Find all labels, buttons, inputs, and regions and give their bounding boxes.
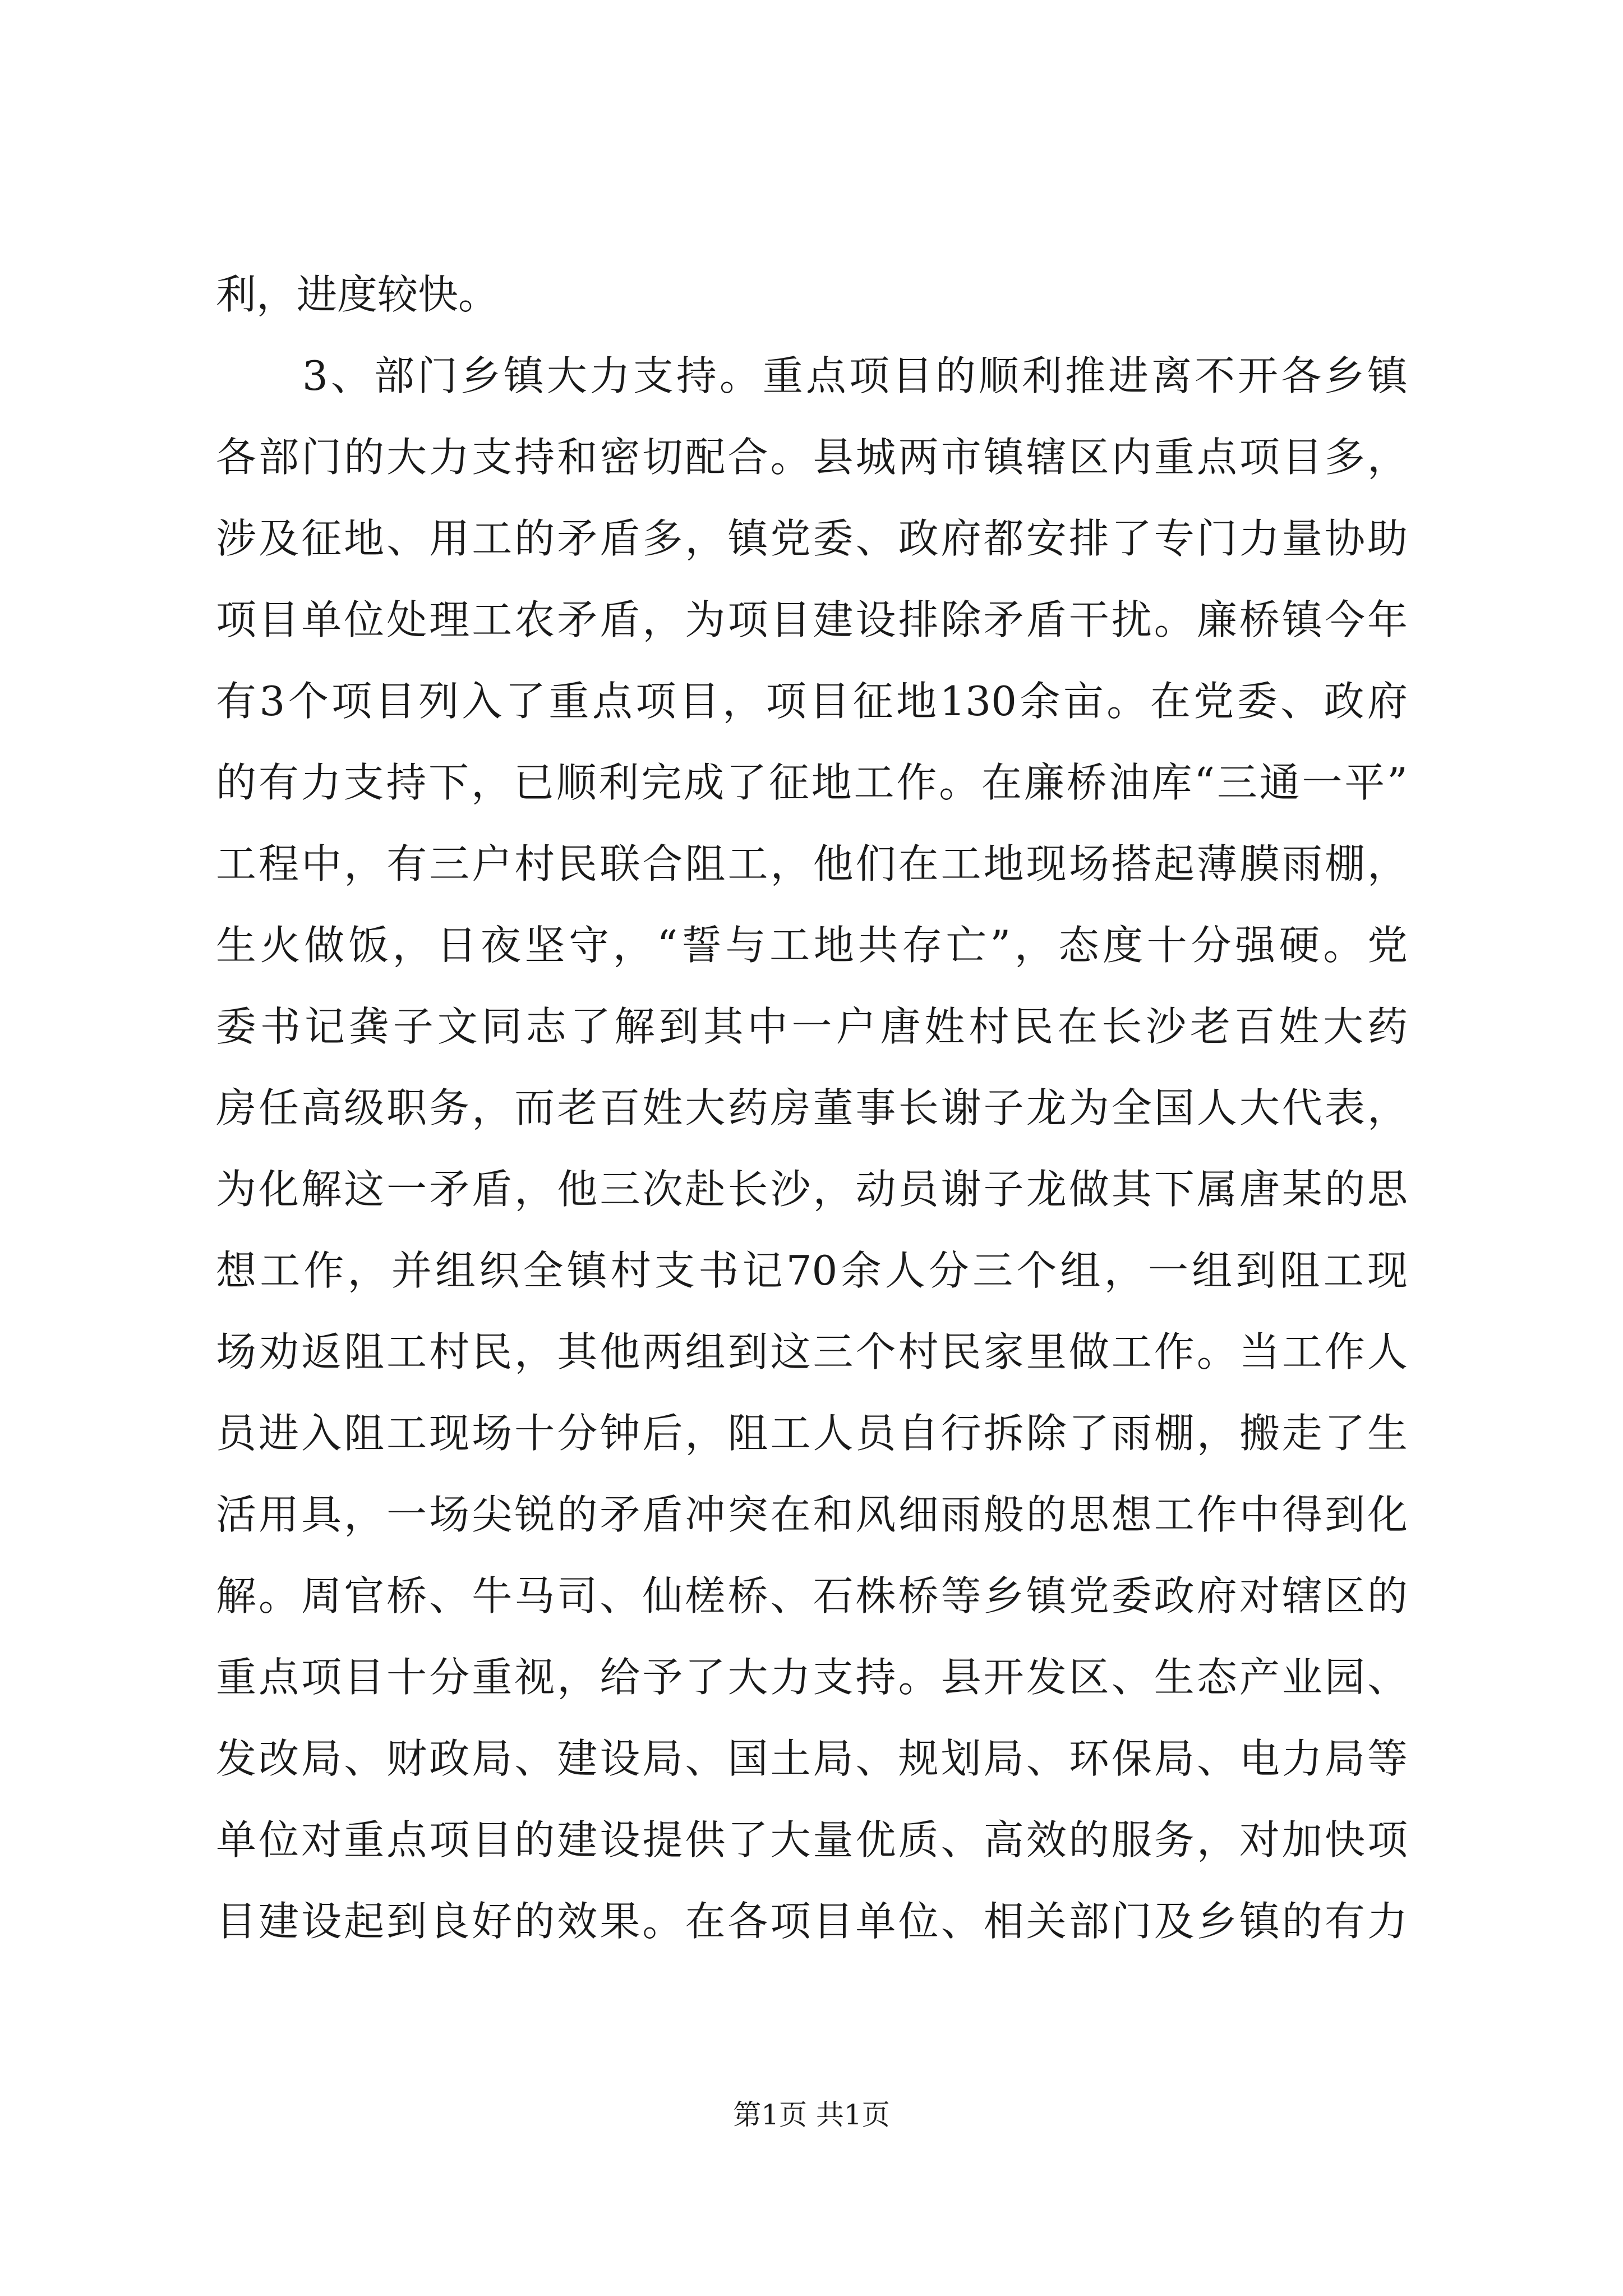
text-line: 单位对重点项目的建设提供了大量优质、高效的服务，对加快项 bbox=[216, 1816, 1408, 1864]
text-line: 生火做饭，日夜坚守，“誓与工地共存亡”，态度十分强硬。党 bbox=[216, 922, 1408, 969]
text-line: 利，进度较快。 bbox=[216, 271, 499, 318]
text-line: 的有力支持下，已顺利完成了征地工作。在廉桥油库“三通一平” bbox=[216, 759, 1408, 806]
text-line: 解。周官桥、牛马司、仙槎桥、石株桥等乡镇党委政府对辖区的 bbox=[216, 1572, 1408, 1619]
text-line: 目建设起到良好的效果。在各项目单位、相关部门及乡镇的有力 bbox=[216, 1898, 1408, 1945]
text-line: 发改局、财政局、建设局、国土局、规划局、环保局、电力局等 bbox=[216, 1735, 1408, 1782]
text-line: 想工作，并组织全镇村支书记70余人分三个组，一组到阻工现 bbox=[216, 1247, 1408, 1294]
text-line: 3、部门乡镇大力支持。重点项目的顺利推进离不开各乡镇 bbox=[216, 352, 1408, 399]
text-line: 场劝返阻工村民，其他两组到这三个村民家里做工作。当工作人 bbox=[216, 1328, 1408, 1375]
text-line: 涉及征地、用工的矛盾多，镇党委、政府都安排了专门力量协助 bbox=[216, 515, 1408, 562]
text-line: 活用具，一场尖锐的矛盾冲突在和风细雨般的思想工作中得到化 bbox=[216, 1491, 1408, 1538]
text-line: 项目单位处理工农矛盾，为项目建设排除矛盾干扰。廉桥镇今年 bbox=[216, 596, 1408, 643]
text-line: 房任高级职务，而老百姓大药房董事长谢子龙为全国人大代表， bbox=[216, 1084, 1408, 1131]
text-line: 有3个项目列入了重点项目，项目征地130余亩。在党委、政府 bbox=[216, 678, 1408, 725]
text-line: 委书记龚子文同志了解到其中一户唐姓村民在长沙老百姓大药 bbox=[216, 1003, 1408, 1050]
text-line: 重点项目十分重视，给予了大力支持。县开发区、生态产业园、 bbox=[216, 1654, 1408, 1701]
text-line: 工程中，有三户村民联合阻工，他们在工地现场搭起薄膜雨棚， bbox=[216, 840, 1408, 887]
page-number: 第1页 共1页 bbox=[733, 2099, 890, 2131]
text-line: 各部门的大力支持和密切配合。县城两市镇辖区内重点项目多， bbox=[216, 434, 1408, 481]
text-line: 员进入阻工现场十分钟后，阻工人员自行拆除了雨棚，搬走了生 bbox=[216, 1410, 1408, 1457]
text-line: 为化解这一矛盾，他三次赴长沙，动员谢子龙做其下属唐某的思 bbox=[216, 1166, 1408, 1213]
